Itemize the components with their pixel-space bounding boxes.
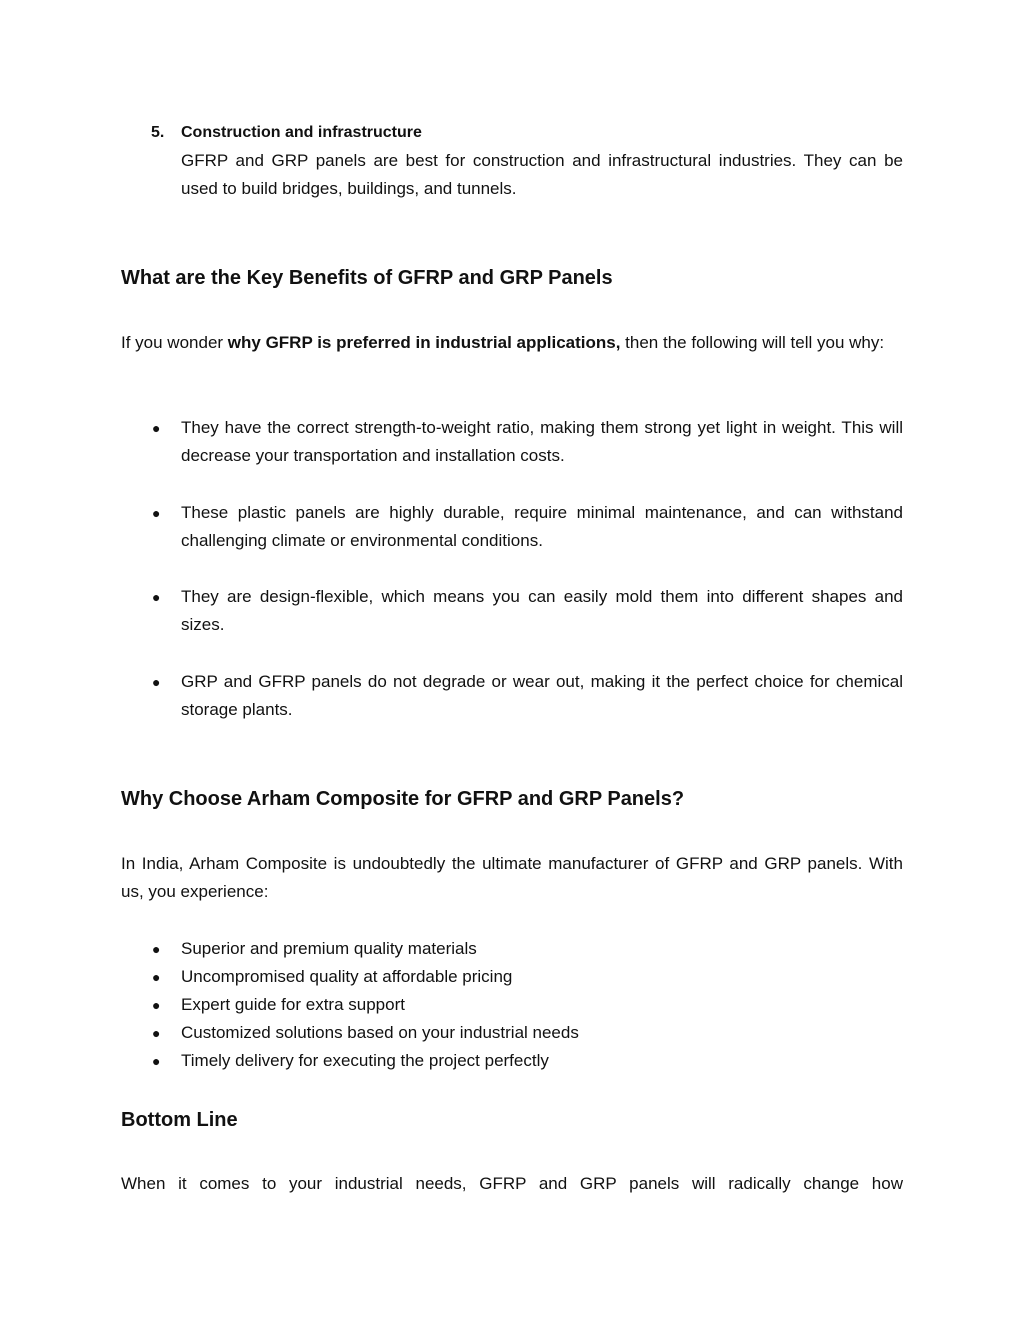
section-heading-why-choose: Why Choose Arham Composite for GFRP and GRP Panels? xyxy=(121,788,685,810)
numbered-item-title: Construction and infrastructure xyxy=(181,124,422,141)
benefit-text: They have the correct strength-to-weight ratio, making them strong yet light in weight. This will decrease your transportation and installation costs. xyxy=(181,418,903,465)
bullet-icon: ● xyxy=(152,674,161,690)
feature-text: Expert guide for extra support xyxy=(181,995,405,1014)
benefit-text: These plastic panels are highly durable, require minimal maintenance, and can withstand challenging climate or environmental conditions. xyxy=(181,503,903,550)
benefit-list-item xyxy=(121,414,903,470)
feature-list-item xyxy=(121,1019,903,1047)
benefit-text: GRP and GFRP panels do not degrade or wear out, making it the perfect choice for chemical storage plants. xyxy=(181,672,903,719)
bottom-line-paragraph: When it comes to your industrial needs, GFRP and GRP panels will radically change how xyxy=(121,1174,903,1193)
bullet-icon: ● xyxy=(152,1025,161,1041)
feature-text: Superior and premium quality materials xyxy=(181,939,477,958)
bullet-icon: ● xyxy=(152,420,161,436)
benefits-intro-text-end: then the following will tell you why: xyxy=(620,333,885,352)
section-heading-bottom-line: Bottom Line xyxy=(121,1109,238,1131)
bullet-icon: ● xyxy=(152,1053,161,1069)
bullet-icon: ● xyxy=(152,505,161,521)
feature-text: Timely delivery for executing the project perfectly xyxy=(181,1051,549,1070)
benefit-list-item xyxy=(121,583,903,639)
section-heading-benefits: What are the Key Benefits of GFRP and GRP Panels xyxy=(121,267,613,289)
feature-list-item xyxy=(121,991,903,1019)
benefit-list-item xyxy=(121,668,903,724)
benefit-list-item xyxy=(121,499,903,555)
feature-list-item xyxy=(121,963,903,991)
benefit-text: They are design-flexible, which means you can easily mold them into different shapes and sizes. xyxy=(181,587,903,634)
numbered-item-text: GFRP and GRP panels are best for construction and infrastructural industries. They can be used to build bridges, buildings, and tunnels. xyxy=(181,151,903,198)
bullet-icon: ● xyxy=(152,941,161,957)
why-choose-intro-paragraph: In India, Arham Composite is undoubtedly the ultimate manufacturer of GFRP and GRP panels. With us, you experience: xyxy=(121,854,903,901)
feature-list-item xyxy=(121,1047,903,1075)
benefits-intro-bold: why GFRP is preferred in industrial applications, xyxy=(227,333,621,352)
feature-list-item xyxy=(121,935,903,963)
bullet-icon: ● xyxy=(152,589,161,605)
feature-text: Uncompromised quality at affordable pricing xyxy=(181,967,513,986)
bullet-icon: ● xyxy=(152,969,161,985)
list-number: 5. xyxy=(151,124,165,141)
benefits-intro-text: If you wonder xyxy=(121,333,228,352)
numbered-list-item xyxy=(121,119,903,203)
numbered-item-body xyxy=(181,119,903,203)
benefits-intro-paragraph xyxy=(121,329,903,357)
features-list xyxy=(121,935,903,1075)
bullet-icon: ● xyxy=(152,997,161,1013)
feature-text: Customized solutions based on your industrial needs xyxy=(181,1023,579,1042)
